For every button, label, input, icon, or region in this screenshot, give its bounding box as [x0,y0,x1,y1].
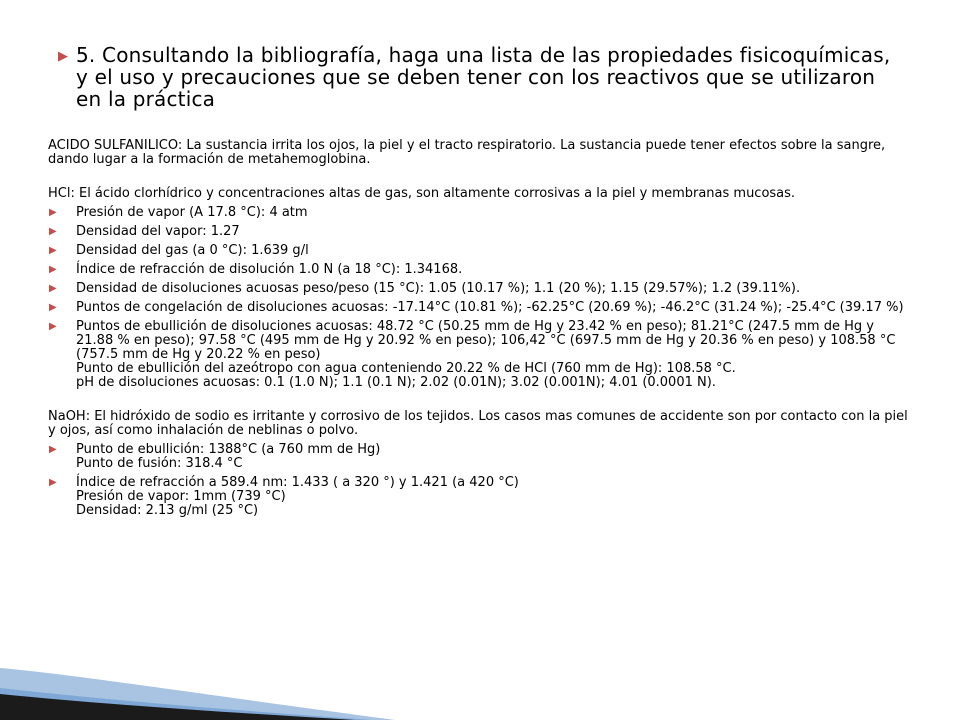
triangle-right-icon: ▶ [49,302,57,313]
list-item-line: pH de disoluciones acuosas: 0.1 (1.0 N); 1.1 (0.1 N); 2.02 (0.01N); 3.02 (0.001N); 4.01 (0.0001 N). [76,375,716,390]
list-item [48,476,908,518]
list-item-text [76,206,308,220]
list-item-line: Índice de refracción de disolución 1.0 N (a 18 °C): 1.34168. [76,262,463,277]
list-item [48,244,908,258]
hcl-intro-paragraph: HCl: El ácido clorhídrico y concentraciones altas de gas, son altamente corrosivas a la piel y membranas mucosas. [48,186,796,201]
list-item-text [76,476,519,518]
triangle-right-icon: ▶ [49,264,57,275]
naoh-properties-list [48,443,908,518]
list-item [48,206,908,220]
triangle-right-icon: ▶ [49,444,57,455]
list-item-line: Puntos de congelación de disoluciones acuosas: -17.14°C (10.81 %); -62.25°C (20.69 %); -46.2°C (31.24 %); -25.4°C (39.17 %) [76,300,904,315]
list-item-text [76,443,380,471]
list-item [48,320,908,390]
acido-sulfanilico-paragraph: ACIDO SULFANILICO: La sustancia irrita los ojos, la piel y el tracto respiratorio. La sustancia puede tener efectos sobre la sangre, dando lugar a la formación de metahemoglobina. [48,138,886,167]
list-item-text [76,225,240,239]
list-item-line: Presión de vapor: 1mm (739 °C) [76,489,286,504]
triangle-right-icon: ▶ [49,321,57,332]
list-item [48,301,908,315]
list-item-line: Punto de ebullición del azeótropo con agua conteniendo 20.22 % de HCl (760 mm de Hg): 108.58 °C. [76,361,736,376]
list-item [48,282,908,296]
title-text: 5. Consultando la bibliografía, haga una lista de las propiedades fisicoquímicas, y el uso y precauciones que se deben tener con los reactivos que se utilizaron en la práctica [76,43,891,111]
list-item-line: Densidad del vapor: 1.27 [76,224,240,239]
corner-swoosh-decoration [0,590,420,720]
triangle-right-icon: ▶ [58,49,68,64]
triangle-right-icon: ▶ [49,207,57,218]
list-item-text [76,263,462,277]
list-item-line: Punto de fusión: 318.4 °C [76,456,243,471]
list-item-line: Punto de ebullición: 1388°C (a 760 mm de Hg) [76,442,381,457]
slide-title [58,44,898,110]
list-item-line: Índice de refracción a 589.4 nm: 1.433 ( a 320 °) y 1.421 (a 420 °C) [76,475,519,490]
content-body [48,139,908,523]
list-item-line: Densidad de disoluciones acuosas peso/peso (15 °C): 1.05 (10.17 %); 1.1 (20 %); 1.15 (29.57%); 1.2 (39.11%). [76,281,801,296]
triangle-right-icon: ▶ [49,245,57,256]
list-item [48,225,908,239]
list-item-line: Presión de vapor (A 17.8 °C): 4 atm [76,205,308,220]
list-item [48,263,908,277]
triangle-right-icon: ▶ [49,283,57,294]
list-item-text [76,282,800,296]
naoh-intro-paragraph: NaOH: El hidróxido de sodio es irritante y corrosivo de los tejidos. Los casos mas comunes de accidente son por contacto con la piel y ojos, así como inhalación de neblinas o polvo. [48,409,908,438]
list-item-text [76,320,908,390]
list-item-line: Densidad del gas (a 0 °C): 1.639 g/l [76,243,309,258]
list-item [48,443,908,471]
triangle-right-icon: ▶ [49,226,57,237]
triangle-right-icon: ▶ [49,477,57,488]
hcl-properties-list [48,206,908,390]
list-item-text [76,244,309,258]
list-item-line: Puntos de ebullición de disoluciones acuosas: 48.72 °C (50.25 mm de Hg y 23.42 % en peso); 81.21°C (247.5 mm de Hg y 21.88 % en peso); 97.58 °C (495 mm de Hg y 20.92 % en peso); 106,42 °C (697.5 mm de Hg y 20.36 % en peso) y 108.58 °C (757.5 mm de Hg y 20.22 % en peso) [76,319,896,362]
list-item-line: Densidad: 2.13 g/ml (25 °C) [76,503,259,518]
list-item-text [76,301,904,315]
